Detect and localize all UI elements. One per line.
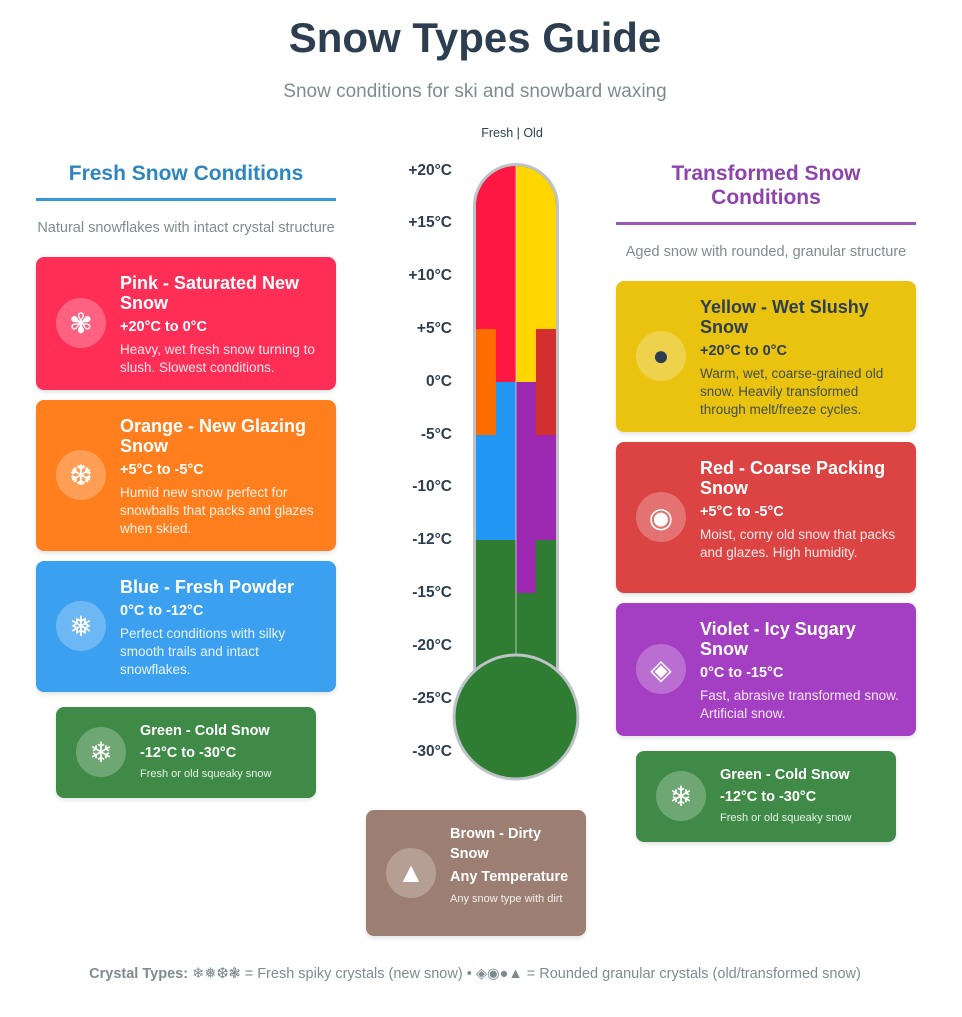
fresh-column-description: Natural snowflakes with intact crystal structure — [37, 220, 335, 236]
snow-card-yellow — [616, 281, 916, 432]
snow-card-description: Fresh or old squeaky snow — [140, 768, 272, 780]
snowflake-icon: ❄ — [76, 727, 126, 777]
snow-card-description: Fast, abrasive transformed snow. Artificial snow. — [700, 688, 899, 721]
snow-card-name: Red - Coarse Packing Snow — [700, 458, 886, 498]
legend-old-symbols: ◈◉●▲ — [475, 966, 523, 982]
temperature-tick: 0°C — [425, 373, 452, 390]
round-grain-icon: ● — [636, 331, 686, 381]
fresh-column-title-text: Fresh Snow Conditions — [68, 162, 304, 185]
snow-card-description: Moist, corny old snow that packs and glazes. High humidity. — [700, 527, 896, 560]
snow-card-name: Blue - Fresh Powder — [120, 577, 295, 597]
fresh-orange-segment — [476, 329, 496, 435]
transformed-column-title-text: Transformed Snow Conditions — [671, 162, 861, 209]
temperature-tick: -12°C — [412, 531, 452, 548]
temperature-tick: +10°C — [408, 267, 452, 284]
snow-card-orange — [36, 400, 336, 551]
heavy-snowflake-icon: ❆ — [56, 450, 106, 500]
snow-card-green-fresh — [56, 707, 316, 798]
thermometer-label: Fresh | Old — [481, 126, 543, 140]
triangle-icon: ▲ — [386, 848, 436, 898]
transformed-column-description: Aged snow with rounded, granular structure — [625, 244, 907, 260]
temperature-tick: -10°C — [412, 478, 452, 495]
old-red-segment — [536, 329, 556, 435]
thermometer-bulb — [454, 655, 578, 779]
snow-card-name: Brown - Dirty Snow — [450, 826, 542, 862]
temperature-tick: +5°C — [416, 320, 452, 337]
snow-card-description: Warm, wet, coarse-grained old snow. Heavily transformed through melt/freeze cycles. — [700, 366, 884, 417]
crystal-types-legend — [0, 966, 950, 982]
snow-card-name: Green - Cold Snow — [140, 723, 270, 739]
snow-card-range: 0°C to -12°C — [120, 603, 204, 619]
snow-card-range: -12°C to -30°C — [140, 745, 237, 761]
snow-card-blue — [36, 561, 336, 692]
snow-card-pink — [36, 257, 336, 390]
snow-card-range: 0°C to -15°C — [700, 665, 784, 681]
temperature-tick: -5°C — [420, 426, 452, 443]
snow-card-name: Yellow - Wet Slushy Snow — [700, 297, 869, 337]
thermometer — [440, 150, 590, 790]
transformed-column-title — [616, 162, 916, 225]
snow-card-brown — [366, 810, 586, 936]
snow-card-description: Heavy, wet fresh snow turning to slush. Slowest conditions. — [120, 342, 315, 375]
temperature-tick: +20°C — [408, 162, 452, 179]
snow-card-violet — [616, 603, 916, 736]
snow-card-green-transformed — [636, 751, 896, 842]
flower-snowflake-icon: ✾ — [56, 298, 106, 348]
snow-card-range: +5°C to -5°C — [700, 504, 784, 520]
legend-fresh-text: = Fresh spiky crystals (new snow) • — [244, 966, 472, 982]
snow-card-name: Green - Cold Snow — [720, 767, 850, 783]
fresh-column-title — [36, 162, 336, 201]
snow-card-range: +20°C to 0°C — [120, 319, 207, 335]
snow-card-description: Fresh or old squeaky snow — [720, 812, 852, 824]
snow-card-description: Perfect conditions with silky smooth trails and intact snowflakes. — [120, 626, 286, 677]
snow-card-range: +20°C to 0°C — [700, 343, 787, 359]
legend-label: Crystal Types: — [89, 966, 189, 982]
fisheye-icon: ◉ — [636, 492, 686, 542]
temperature-tick: -15°C — [412, 584, 452, 601]
snow-card-red — [616, 442, 916, 593]
snowflake-icon: ❅ — [56, 601, 106, 651]
legend-fresh-symbols: ❄❅❆❃ — [192, 966, 241, 982]
temperature-tick: +15°C — [408, 214, 452, 231]
page-title: Snow Types Guide — [288, 14, 662, 61]
temperature-tick: -25°C — [412, 690, 452, 707]
diamond-dot-icon: ◈ — [636, 644, 686, 694]
temperature-tick: -30°C — [412, 743, 452, 760]
snow-card-description: Any snow type with dirt — [450, 893, 563, 905]
snow-card-description: Humid new snow perfect for snowballs that packs and glazes when skied. — [120, 485, 314, 536]
snow-card-range: +5°C to -5°C — [120, 462, 204, 478]
snow-card-name: Pink - Saturated New Snow — [120, 273, 300, 313]
snow-card-name: Violet - Icy Sugary Snow — [700, 619, 856, 659]
temperature-tick: -20°C — [412, 637, 452, 654]
page-subtitle: Snow conditions for ski and snowbard waxing — [283, 81, 667, 102]
snow-card-name: Orange - New Glazing Snow — [120, 416, 307, 456]
snow-card-range: Any Temperature — [450, 869, 569, 885]
snow-card-range: -12°C to -30°C — [720, 789, 817, 805]
snowflake-icon: ❄ — [656, 771, 706, 821]
legend-old-text: = Rounded granular crystals (old/transformed snow) — [526, 966, 861, 982]
